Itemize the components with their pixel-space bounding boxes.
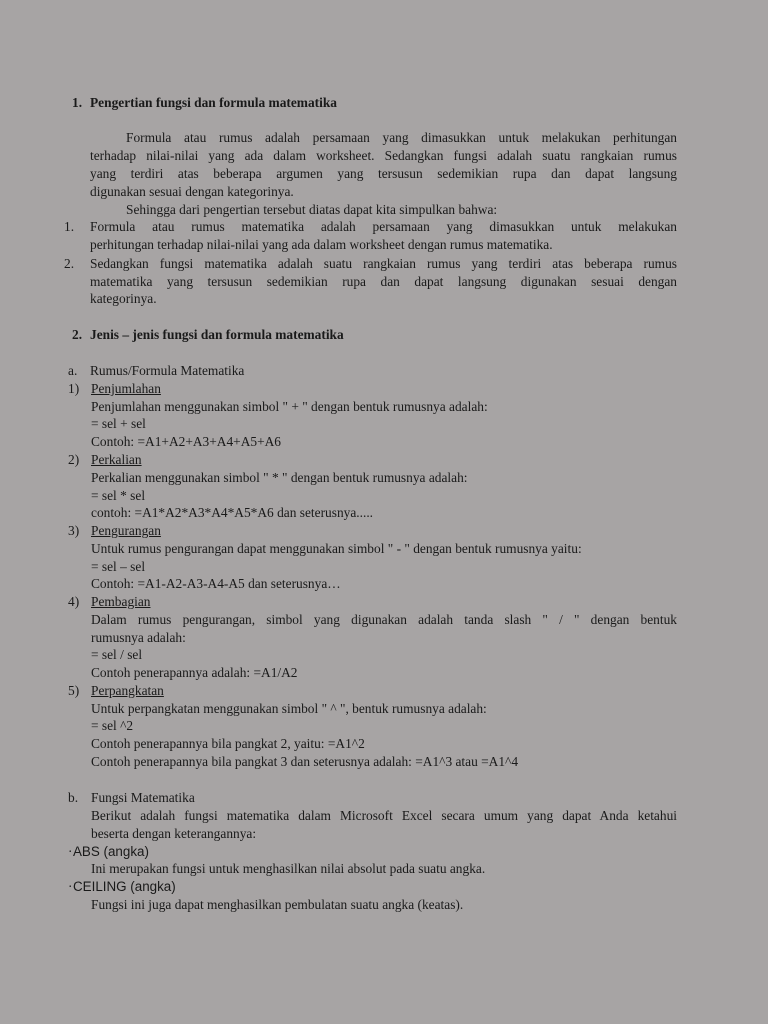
- section-1-heading: Pengertian fungsi dan formula matematika: [90, 95, 337, 110]
- item-line: Perkalian menggunakan simbol " * " dengan bentuk rumusnya adalah:: [91, 470, 468, 485]
- item-line: contoh: =A1*A2*A3*A4*A5*A6 dan seterusnya.....: [91, 505, 374, 520]
- item-title: Perpangkatan: [91, 683, 164, 698]
- item-line: Contoh: =A1+A2+A3+A4+A5+A6: [91, 434, 282, 449]
- item-line: Contoh: =A1-A2-A3-A4-A5 dan seterusnya…: [91, 576, 341, 591]
- item-line: = sel * sel: [91, 488, 146, 503]
- paragraph-line: Sehingga dari pengertian tersebut diatas dapat kita simpulkan bahwa:: [126, 202, 498, 217]
- item-line: = sel / sel: [91, 647, 143, 662]
- item-title: Perkalian: [91, 452, 142, 467]
- function-name: CEILING (angka): [73, 879, 176, 894]
- subsection-a-title: Rumus/Formula Matematika: [90, 363, 245, 378]
- function-description: Fungsi ini juga dapat menghasilkan pembulatan suatu angka (keatas).: [91, 897, 464, 912]
- item-line: Untuk perpangkatan menggunakan simbol " ^ ", bentuk rumusnya adalah:: [91, 701, 487, 716]
- subsection-b-marker: b.: [68, 790, 79, 805]
- list-item-line: kategorinya.: [90, 291, 157, 306]
- item-number: 2): [68, 452, 80, 467]
- list-item-line: Formula atau rumus matematika adalah persamaan yang dimasukkan untuk melakukan: [90, 219, 677, 234]
- item-line: Contoh penerapannya bila pangkat 3 dan seterusnya adalah: =A1^3 atau =A1^4: [91, 754, 519, 769]
- item-line: Contoh penerapannya bila pangkat 2, yaitu: =A1^2: [91, 736, 365, 751]
- paragraph-line: Berikut adalah fungsi matematika dalam Microsoft Excel secara umum yang dapat Anda ketahui: [91, 808, 677, 823]
- item-number: 5): [68, 683, 80, 698]
- item-number: 3): [68, 523, 80, 538]
- subsection-b-title: Fungsi Matematika: [91, 790, 195, 805]
- subsection-a-marker: a.: [68, 363, 78, 378]
- item-title: Pembagian: [91, 594, 151, 609]
- section-2-number: 2.: [72, 327, 83, 342]
- paragraph-line: yang terdiri atas beberapa argumen yang tersusun sedemikian rupa dan dapat langsung: [90, 166, 677, 181]
- item-line: rumusnya adalah:: [91, 630, 186, 645]
- paragraph-line: digunakan sesuai dengan kategorinya.: [90, 184, 294, 199]
- section-2-heading: Jenis – jenis fungsi dan formula matematika: [90, 327, 344, 342]
- item-number: 4): [68, 594, 80, 609]
- item-number: 1): [68, 381, 80, 396]
- item-line: Penjumlahan menggunakan simbol " + " dengan bentuk rumusnya adalah:: [91, 399, 488, 414]
- item-line: Contoh penerapannya adalah: =A1/A2: [91, 665, 298, 680]
- item-title: Penjumlahan: [91, 381, 161, 396]
- list-item-line: perhitungan terhadap nilai-nilai yang ada dalam worksheet dengan rumus matematika.: [90, 237, 553, 252]
- item-title: Pengurangan: [91, 523, 161, 538]
- function-description: Ini merupakan fungsi untuk menghasilkan nilai absolut pada suatu angka.: [91, 861, 486, 876]
- bullet: ·: [68, 844, 73, 859]
- list-number: 1.: [64, 219, 75, 234]
- paragraph-line: terhadap nilai-nilai yang ada dalam worksheet. Sedangkan fungsi adalah suatu rangkaian rumus: [90, 148, 677, 163]
- item-line: Dalam rumus pengurangan, simbol yang digunakan adalah tanda slash " / " dengan bentuk: [91, 612, 677, 627]
- list-item-line: Sedangkan fungsi matematika adalah suatu rangkaian rumus yang terdiri atas beberapa rumus: [90, 256, 677, 271]
- section-1-number: 1.: [72, 95, 83, 110]
- item-line: Untuk rumus pengurangan dapat menggunakan simbol " - " dengan bentuk rumusnya yaitu:: [91, 541, 582, 556]
- function-name: ABS (angka): [73, 844, 149, 859]
- list-item-line: matematika yang tersusun sedemikian rupa dan dapat langsung digunakan sesuai dengan: [90, 274, 677, 289]
- item-line: = sel ^2: [91, 718, 134, 733]
- item-line: = sel + sel: [91, 416, 146, 431]
- paragraph-line: beserta dengan keterangannya:: [91, 826, 257, 841]
- paragraph-line: Formula atau rumus adalah persamaan yang dimasukkan untuk melakukan perhitungan: [126, 130, 677, 145]
- item-line: = sel – sel: [91, 559, 146, 574]
- bullet: ·: [68, 879, 73, 894]
- list-number: 2.: [64, 256, 75, 271]
